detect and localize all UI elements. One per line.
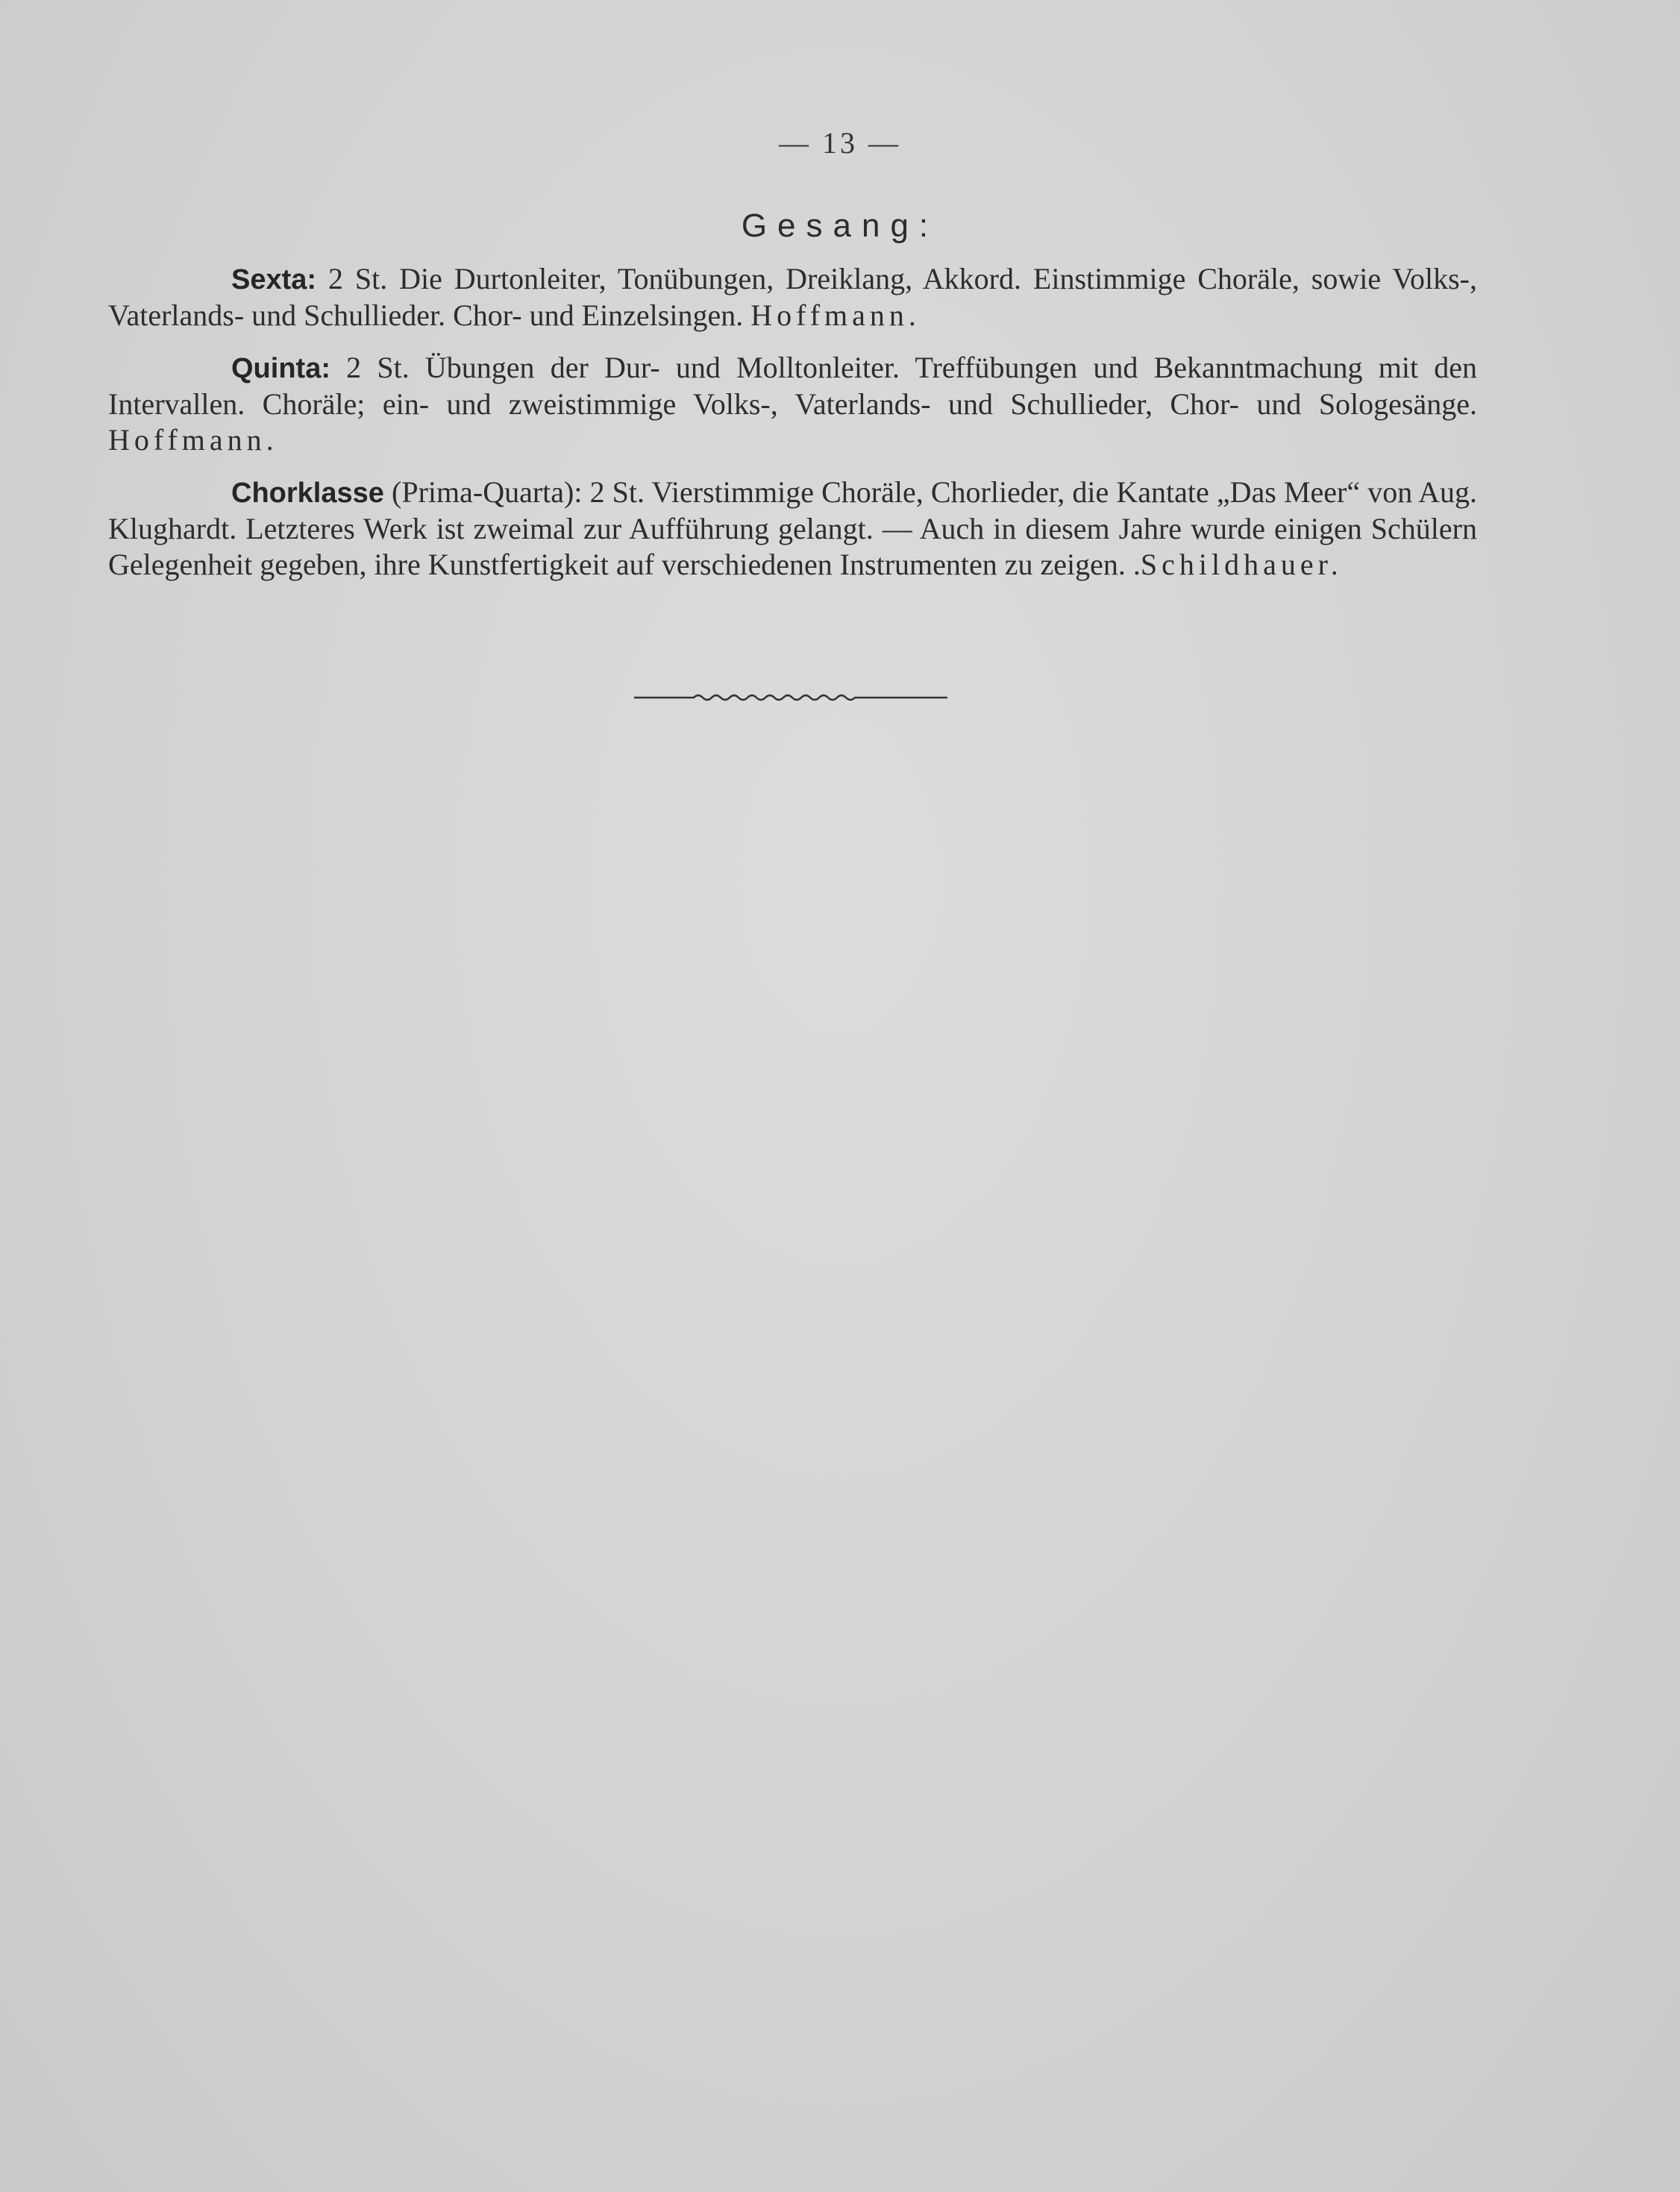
wavy-divider-ornament	[634, 686, 947, 709]
teacher-signature: Schildhauer.	[1140, 548, 1343, 581]
paragraph-label: Quinta:	[231, 353, 330, 384]
teacher-signature: Hoffmann.	[108, 423, 278, 457]
paragraph-text: 2 St. Übungen der Dur- und Molltonleiter. Treffübungen und Bekanntmachung mit den Intervallen. Choräle; ein- und zweistimmige Volks-, Vaterlands- und Schullieder, Chor- und Sologesänge.	[108, 351, 1477, 421]
paragraph-text: (Prima-Quarta): 2 St. Vierstimmige Choräle, Chorlieder, die Kantate „Das Meer“ von Aug. Klughardt. Letzteres Werk ist zweimal zur Aufführung gelangt. — Auch in diesem Jahre wurde einigen Schülern Gelegenheit gegeben, ihre Kunstfertigkeit auf verschiedenen Instrumenten zu zeigen. .	[108, 475, 1477, 581]
paragraph-chorklasse	[108, 475, 1477, 583]
page-number: — 13 —	[779, 126, 901, 160]
paragraph-quinta	[108, 350, 1477, 458]
paragraph-text: 2 St. Die Durtonleiter, Tonübungen, Dreiklang, Akkord. Einstimmige Choräle, sowie Volks-, Vaterlands- und Schullieder. Chor- und Einzelsingen.	[108, 262, 1477, 332]
teacher-signature: Hoffmann.	[750, 298, 921, 332]
section-heading: Gesang:	[741, 207, 939, 244]
paragraph-label: Chorklasse	[231, 477, 384, 509]
body-text	[108, 261, 1477, 599]
paragraph-sexta	[108, 261, 1477, 334]
paragraph-label: Sexta:	[231, 264, 317, 295]
